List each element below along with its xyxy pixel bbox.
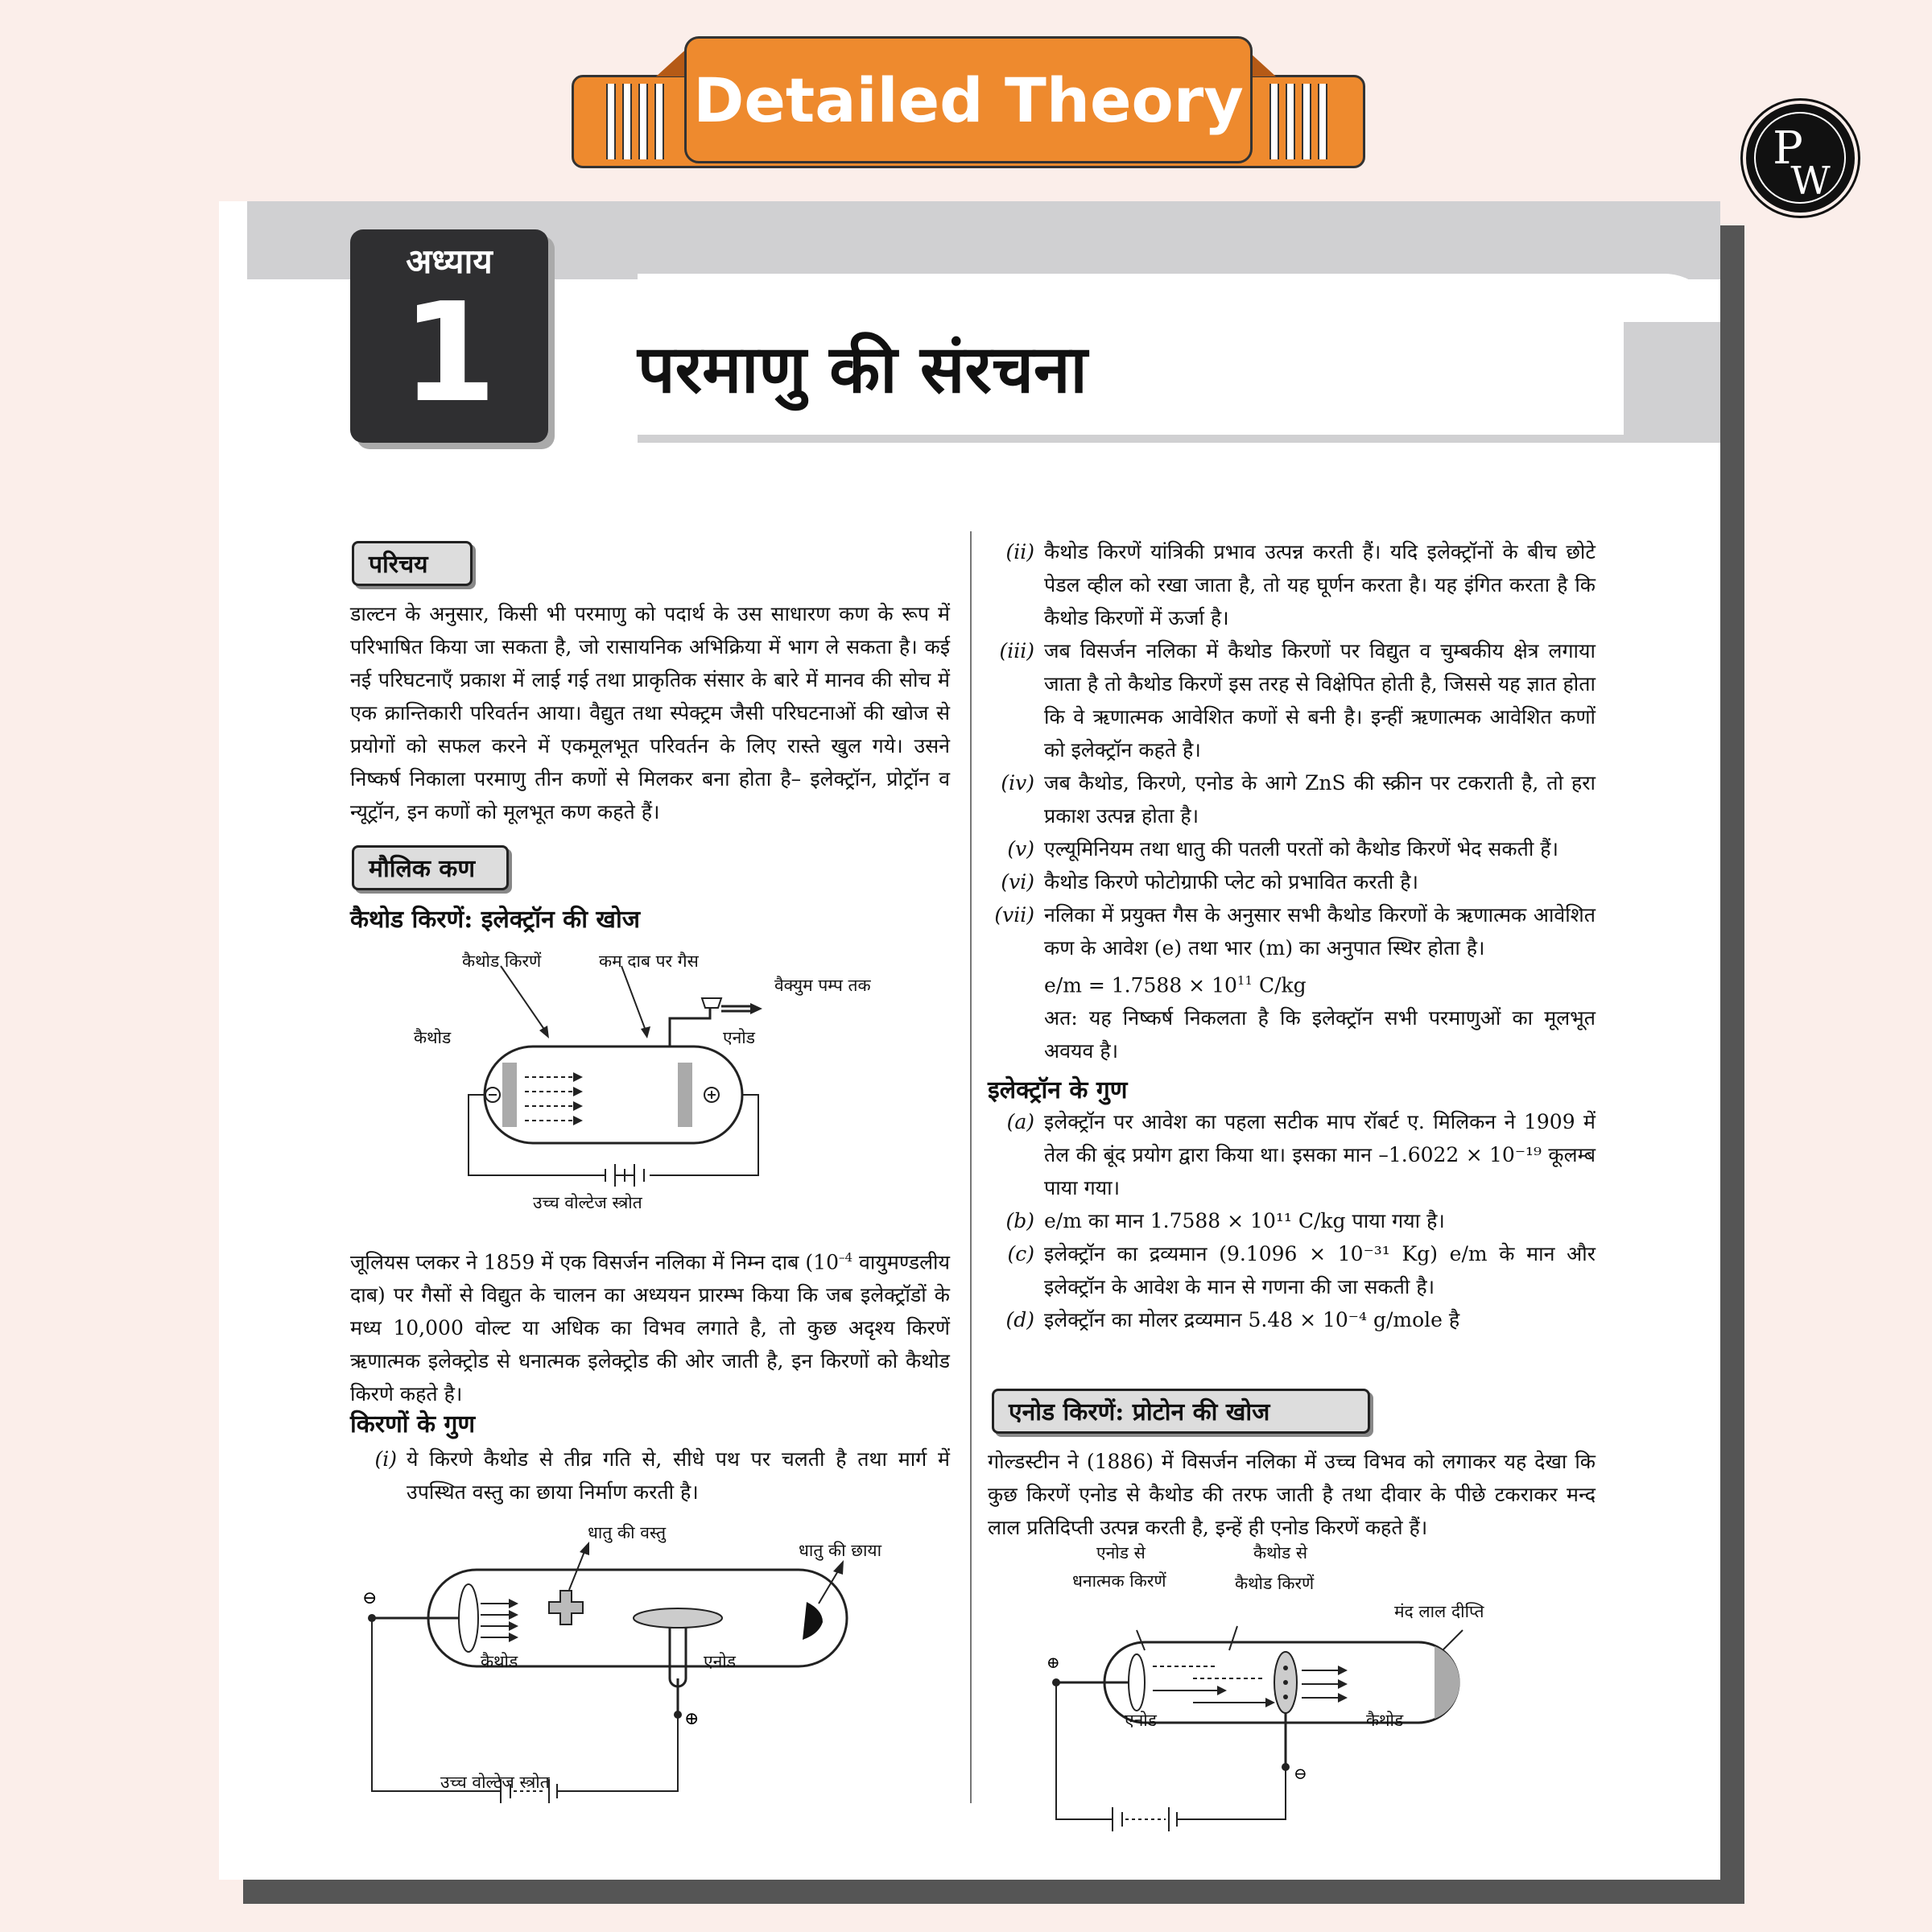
cathode-props-list (988, 535, 1596, 964)
fig1-label-vacuum-pump: वैक्युम पम्प तक (774, 976, 871, 995)
pw-logo-icon (1743, 101, 1858, 216)
electron-props-list (988, 1105, 1596, 1336)
fig3-label-anode-from: एनोड से (1096, 1543, 1146, 1563)
list-text: इलेक्ट्रॉन पर आवेश का पहला सटीक माप रॉबर्ट ए. मिलिकन ने 1909 में तेल की बूंद प्रयोग द्वारा किया था। इसका मान –1.6022 × 10⁻¹⁹ कूलम्ब पाया गया। (1044, 1110, 1596, 1200)
pw-logo-graphic (1746, 104, 1855, 213)
fig3-label-cathode-from: कैथोड से (1253, 1543, 1308, 1563)
fig2-label-source: उच्च वोल्टेज स्त्रोत (440, 1773, 550, 1792)
list-item: (i) ये किरणे कैथोड से तीव्र गति से, सीधे पथ पर चलती है तथा मार्ग में उपस्थित वस्तु का छाया निर्माण करती है। (374, 1447, 950, 1504)
list-text: कैथोड किरणें यांत्रिकी प्रभाव उत्पन्न करती हैं। यदि इलेक्ट्रॉनों के बीच छोटे पेडल व्हील को रखा जाता है, तो यह घूर्णन करता है। यह इंगित करता है कि कैथोड किरणों में ऊर्जा है। (1044, 540, 1596, 630)
cathode-rays-heading: कैथोड किरणें: इलेक्ट्रॉन की खोज (350, 906, 640, 934)
intro-paragraph: डाल्टन के अनुसार, किसी भी परमाणु को पदार्थ के उस साधारण कण के रूप में परिभाषित किया जा सकता है, जो रासायनिक अभिक्रिया में भाग ले सकता है। कई नई परिघटनाएँ प्रकाश में लाई गई तथा प्राकृतिक संसार के बारे में मानव की सोच में एक क्रान्तिकारी परिवर्तन आया। वैद्युत तथा स्पेक्ट्रम जैसी परिघटनाओं की खोज से प्रयोगों को सफल करने में एकमूलभूत परिवर्तन के लिए रास्ते खुल गये। उसने निष्कर्ष निकाला परमाणु तीन कणों से मिलकर बना होता है– इलेक्ट्रॉन, प्रोट्रॉन व न्यूट्रॉन, इन कणों को मूलभूत कण कहते हैं। (350, 602, 950, 824)
chapter-title: परमाणु की संरचना (638, 331, 1088, 408)
cathode-minus-icon: ⊖ (1294, 1764, 1307, 1783)
fig2-label-metal-object: धातु की वस्तु (588, 1523, 667, 1542)
ribbon-stripe (606, 84, 616, 159)
list-item (988, 1303, 1596, 1336)
anode-plate (634, 1608, 722, 1628)
list-marker: (vii) (994, 903, 1034, 927)
list-text: e/m का मान 1.7588 × 10¹¹ C/kg पाया गया है। (1044, 1209, 1445, 1233)
list-item (988, 1237, 1596, 1303)
fig3-label-positive-rays: धनात्मक किरणें (1072, 1571, 1166, 1591)
logo-text-p: P (1773, 122, 1803, 175)
ribbon-stripe (622, 84, 632, 159)
rays-properties-heading: किरणों के गुण (350, 1410, 476, 1439)
list-marker: (iii) (999, 639, 1034, 663)
anode-disc (1129, 1654, 1145, 1711)
section-fundamental-heading: मौलिक कण (352, 845, 509, 890)
cathode-disc (459, 1584, 478, 1652)
chapter-number: 1 (401, 274, 497, 433)
list-item (988, 832, 1596, 865)
chapter-title-underline (638, 435, 1720, 443)
fig1-label-cathode-rays: कैथोड किरणें (462, 952, 542, 971)
vacuum-valve (702, 998, 721, 1008)
right-column (988, 535, 1596, 1336)
list-text: जब कैथोड, किरणे, एनोड के आगे ZnS की स्क्रीन पर टकराती है, तो हरा प्रकाश उत्पन्न होता है। (1044, 771, 1596, 828)
fig1-label-anode: एनोड (723, 1028, 755, 1047)
list-marker: (iv) (1001, 771, 1034, 795)
list-marker: (b) (1005, 1209, 1034, 1233)
intro-paragraph-container (350, 597, 950, 828)
banner-tab (684, 36, 1253, 163)
fig1-label-gas: कम दाब पर गैस (599, 952, 699, 971)
list-marker: (ii) (1005, 540, 1034, 564)
anode-plate (678, 1063, 692, 1127)
fig2-label-cathode: कैथोड (481, 1652, 518, 1671)
cathode-heading-container (350, 902, 950, 935)
fig2-label-metal-shadow: धातु की छाया (799, 1541, 882, 1560)
list-text: जब विसर्जन नलिका में कैथोड किरणों पर विद्युत व चुम्बकीय क्षेत्र लगाया जाता है तो कैथोड किरणें इस तरह से विक्षेपित होती है, जिससे यह ज्ञात होता कि वे ऋणात्मक आवेशित कणों से बनी है। इन्हीं ऋणात्मक आवेशित कणों को इलेक्ट्रॉन कहते है। (1044, 639, 1596, 762)
list-item (988, 634, 1596, 766)
section-intro-heading: परिचय (352, 541, 473, 586)
dull-red-glow (1435, 1646, 1459, 1719)
list-marker: (d) (1005, 1308, 1034, 1332)
fig1-label-cathode: कैथोड (414, 1028, 452, 1047)
plucker-paragraph-container (350, 1241, 950, 1410)
logo-text-w: W (1790, 159, 1831, 204)
list-marker: (v) (1007, 837, 1034, 861)
fig2-label-anode: एनोड (704, 1652, 736, 1671)
list-marker: (vi) (1001, 870, 1034, 894)
fig3-label-cathode: कैथोड (1366, 1711, 1404, 1730)
ribbon-stripe (1302, 84, 1311, 159)
rays-properties-container (350, 1406, 950, 1509)
plucker-paragraph: जूलियस प्लकर ने 1859 में एक विसर्जन नलिका में निम्न दाब ($10^{-4}$ वायुमण्डलीय दाब) पर गैसों से विद्युत के चालन का अध्ययन प्रारम्भ किया कि जब इलेक्ट्रॉडों के मध्य 10,000 वोल्ट या अधिक का विभव लगाते है, तो कुछ अदृश्य किरणें ऋणात्मक इलेक्ट्रोड से धनात्मक इलेक्ट्रोड की ओर जाती है, इन किरणों को कैथोड किरणे कहते है। (350, 1250, 951, 1406)
list-marker: (c) (1007, 1242, 1034, 1266)
anode-plus-icon: ⊕ (684, 1709, 700, 1729)
list-item (988, 1105, 1596, 1204)
banner-title: Detailed Theory (693, 64, 1244, 136)
fig3-label-anode: एनोड (1125, 1711, 1157, 1730)
list-item (988, 1204, 1596, 1237)
banner (572, 36, 1360, 165)
ribbon-stripe (1286, 84, 1295, 159)
column-divider (970, 531, 972, 1803)
ribbon-stripe (654, 84, 664, 159)
anode-paragraph: गोल्डस्टीन ने (1886) में विसर्जन नलिका में उच्च विभव को लगाकर यह देखा कि कुछ किरणें एनोड से कैथोड की तरफ जाती है तथा दीवार के पीछे टकराकर मन्द लाल प्रतिदिप्ती उत्पन्न करती है, इन्हें ही एनोड किरणें कहते हैं। (988, 1450, 1596, 1539)
chapter-label: अध्याय (406, 242, 493, 281)
cathode-minus-icon: ⊖ (362, 1588, 378, 1608)
anode-plus-icon: ⊕ (1046, 1653, 1060, 1672)
em-formula: $e/m = 1.7588 \times 10^{11}$ C/kg (1044, 973, 1307, 997)
anode-paragraph-container (988, 1445, 1596, 1544)
list-item (988, 865, 1596, 898)
fig3-label-cathode-rays: कैथोड किरणें (1235, 1574, 1315, 1593)
electron-props-heading: इलेक्ट्रॉन के गुण (988, 1076, 1128, 1105)
section-anode-heading: एनोड किरणें: प्रोटोन की खोज (992, 1389, 1370, 1434)
list-text: इलेक्ट्रॉन का मोलर द्रव्यमान 5.48 × 10⁻⁴ g/mole है (1044, 1308, 1460, 1332)
cathode-plate (502, 1063, 517, 1127)
list-item (988, 535, 1596, 634)
chapter-number-box (350, 229, 548, 443)
fig1-label-source: उच्च वोल्टेज स्त्रोत (533, 1193, 642, 1212)
ribbon-stripe (1269, 84, 1279, 159)
list-marker: (a) (1006, 1110, 1034, 1134)
list-text: नलिका में प्रयुक्त गैस के अनुसार सभी कैथोड किरणों के ऋणात्मक आवेशित कण के आवेश (e) तथा भार (m) का अनुपात स्थिर होता है। (1044, 903, 1596, 960)
fig3-label-red-glow: मंद लाल दीप्ति (1394, 1602, 1484, 1621)
list-item (988, 766, 1596, 832)
conclusion-text: अत: यह निष्कर्ष निकलता है कि इलेक्ट्रॉन सभी परमाणुओं का मूलभूत अवयव है। (1044, 1006, 1596, 1063)
anode-ray-tube-figure (1046, 1618, 1475, 1827)
list-text: एल्यूमिनियम तथा धातु की पतली परतों को कैथोड किरणें भेद सकती हैं। (1044, 837, 1558, 861)
list-item (988, 898, 1596, 964)
list-text: इलेक्ट्रॉन का द्रव्यमान (9.1096 × 10⁻³¹ Kg) e/m के मान और इलेक्ट्रॉन के आवेश के मान से गणना की जा सकती है। (1044, 1242, 1596, 1299)
book-page (219, 201, 1720, 1880)
ribbon-stripe (1318, 84, 1327, 159)
ribbon-stripe (638, 84, 648, 159)
list-text: कैथोड किरणे फोटोग्राफी प्लेट को प्रभावित करती है। (1044, 870, 1418, 894)
